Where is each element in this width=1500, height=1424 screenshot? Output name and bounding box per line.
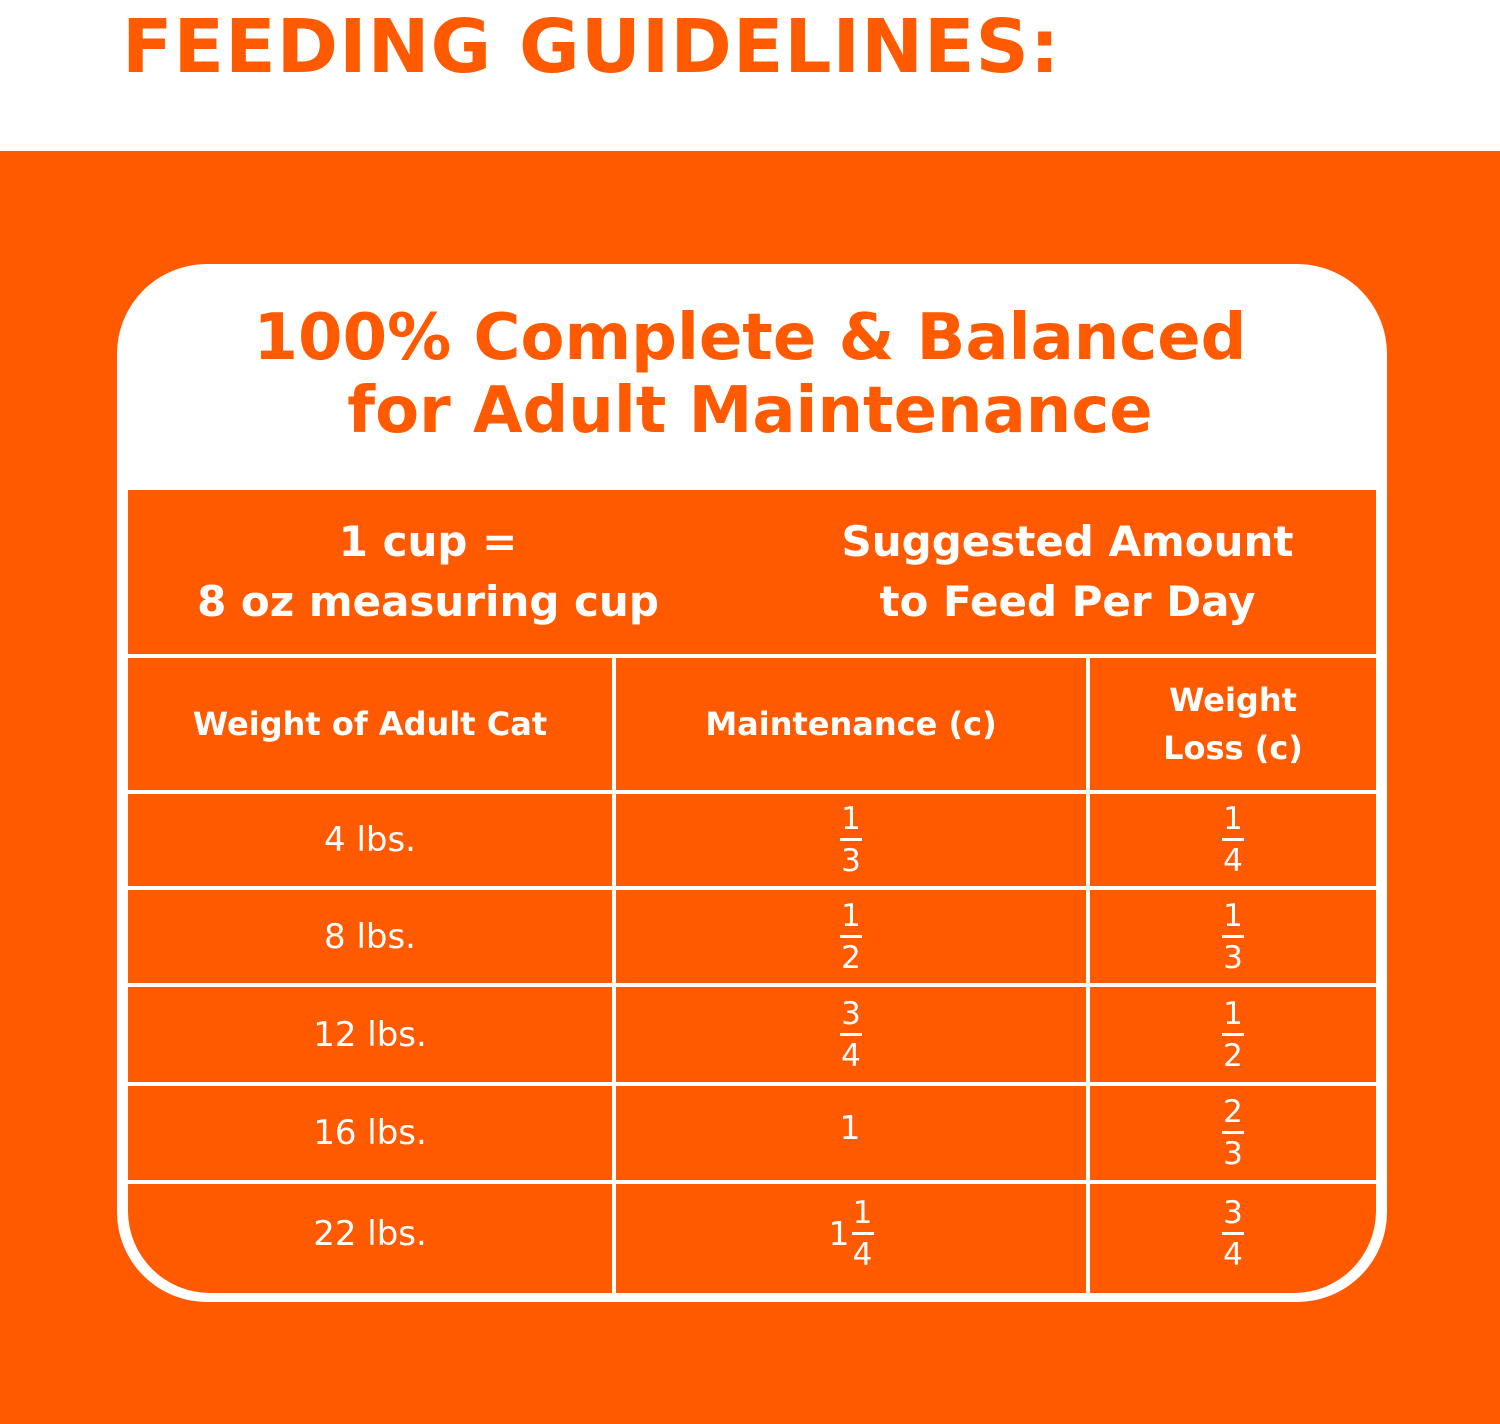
fraction-bar [852, 1232, 874, 1235]
table-row-weight-loss [1090, 794, 1376, 886]
denominator: 2 [1223, 1037, 1243, 1074]
weight-loss-header-line-1: Weight [1169, 681, 1297, 719]
whole-number: 1 [839, 1107, 861, 1147]
table-row-weight-loss [1090, 1184, 1376, 1284]
numerator: 1 [1223, 995, 1243, 1032]
fraction [1222, 1196, 1244, 1272]
fraction-bar [840, 838, 862, 841]
table-row-weight: 4 lbs. [324, 820, 416, 860]
fraction [840, 802, 862, 878]
table-row-maintenance [616, 794, 1086, 886]
fraction [1222, 899, 1244, 975]
fraction-bar [840, 1033, 862, 1036]
fraction-bar [840, 935, 862, 938]
fraction [1222, 802, 1244, 878]
fraction [1222, 1095, 1244, 1171]
fraction-bar [1222, 1232, 1244, 1235]
denominator: 2 [841, 939, 861, 976]
denominator: 4 [1223, 1237, 1243, 1273]
table-row-weight: 16 lbs. [313, 1113, 427, 1153]
denominator: 4 [841, 1037, 861, 1074]
fraction-bar [1222, 838, 1244, 841]
numerator: 1 [1223, 897, 1243, 934]
weight-column-header: Weight of Adult Cat [192, 705, 548, 743]
denominator: 3 [1223, 1136, 1243, 1172]
numerator: 1 [841, 897, 861, 934]
table-row-maintenance [616, 1086, 1086, 1180]
fraction [852, 1196, 874, 1272]
numerator: 2 [1223, 1094, 1243, 1130]
numerator: 1 [852, 1195, 873, 1231]
weight-loss-column-header [1090, 658, 1376, 790]
table-row-weight-loss [1090, 1086, 1376, 1180]
denominator: 4 [852, 1237, 873, 1273]
card-title [0, 302, 1500, 448]
suggested-amount-line-2: to Feed Per Day [879, 577, 1256, 626]
fraction-bar [1222, 1131, 1244, 1134]
table-row-weight-loss [1090, 987, 1376, 1082]
numerator: 1 [1223, 801, 1243, 837]
weight-loss-header-line-2: Loss (c) [1163, 729, 1303, 767]
numerator: 3 [841, 995, 861, 1032]
table-row-maintenance [616, 1184, 1086, 1284]
cup-measure-header [128, 512, 728, 632]
suggested-amount-line-1: Suggested Amount [841, 517, 1294, 566]
cup-measure-line-2: 8 oz measuring cup [197, 577, 659, 626]
table-row-weight-loss [1090, 890, 1376, 983]
fraction [840, 997, 862, 1073]
fraction [840, 899, 862, 975]
table-row-maintenance [616, 987, 1086, 1082]
table-row-maintenance [616, 890, 1086, 983]
card-title-line-1: 100% Complete & Balanced [253, 301, 1247, 375]
denominator: 4 [1223, 843, 1243, 879]
numerator: 3 [1223, 1195, 1243, 1231]
fraction-bar [1222, 935, 1244, 938]
denominator: 3 [1223, 939, 1243, 976]
card-title-line-2: for Adult Maintenance [347, 374, 1153, 448]
page-title: FEEDING GUIDELINES: [122, 4, 1061, 90]
table-row-weight: 22 lbs. [313, 1214, 427, 1254]
table-row-weight: 12 lbs. [313, 1014, 427, 1055]
maintenance-column-header: Maintenance (c) [705, 705, 997, 743]
denominator: 3 [841, 843, 861, 879]
fraction [1222, 997, 1244, 1073]
table-row-weight: 8 lbs. [324, 916, 416, 957]
whole-number: 1 [828, 1213, 850, 1253]
suggested-amount-header [790, 512, 1345, 632]
cup-measure-line-1: 1 cup = [338, 517, 518, 566]
numerator: 1 [841, 801, 861, 837]
fraction-bar [1222, 1033, 1244, 1036]
